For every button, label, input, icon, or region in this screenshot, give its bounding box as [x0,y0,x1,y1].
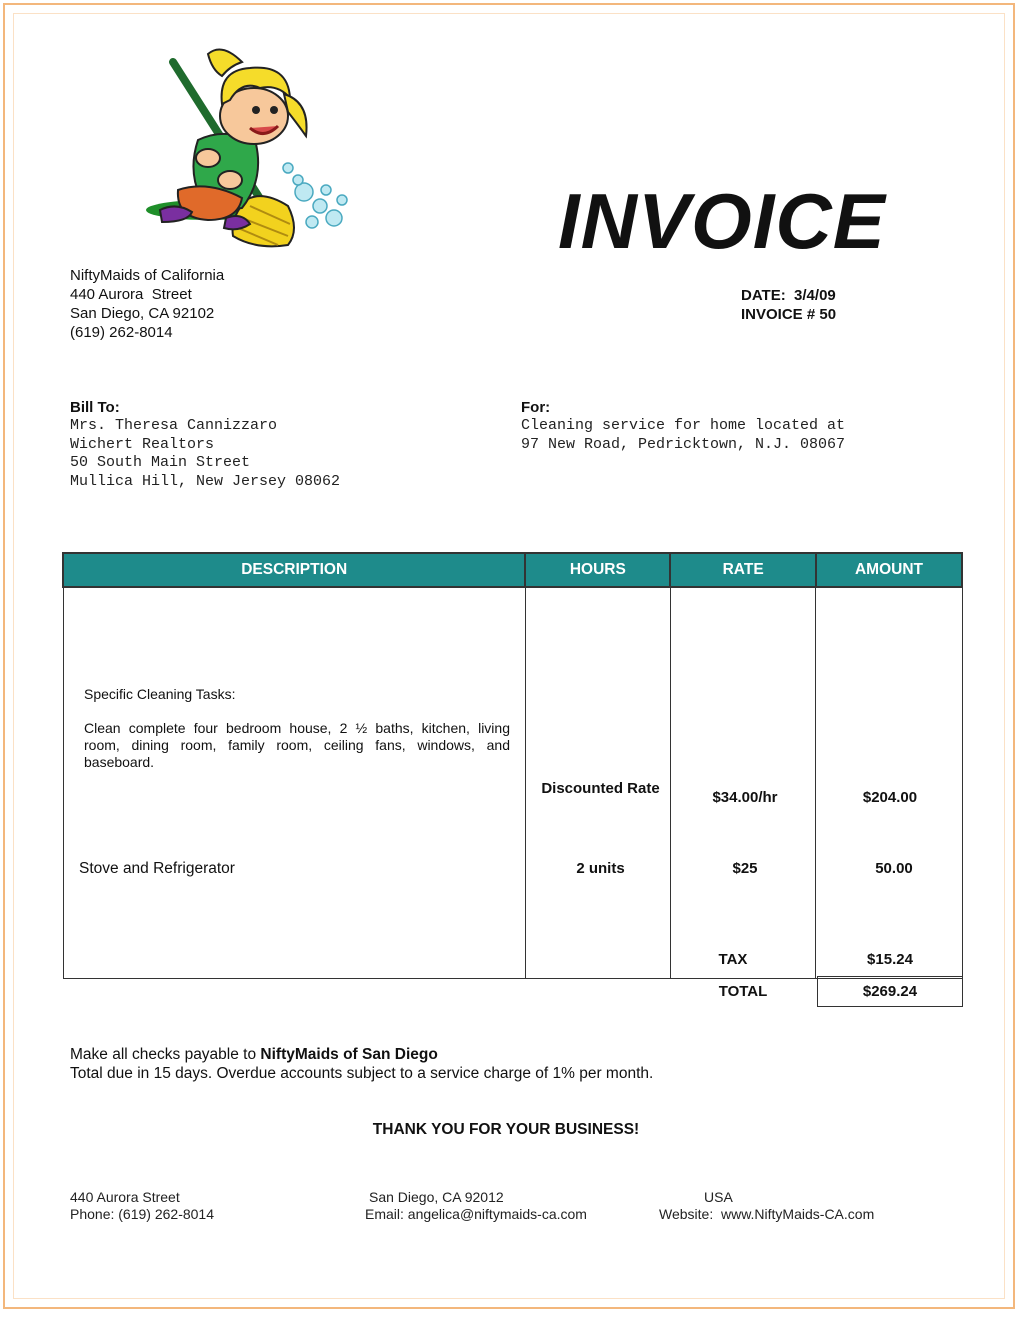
row2-amount: 50.00 [875,860,913,877]
rate-cell [670,587,816,979]
footer-contact [365,1189,587,1223]
invoice-date: DATE: 3/4/09 [741,287,836,304]
footer-website: Website: www.NiftyMaids-CA.com [659,1206,875,1222]
bill-to-line: Mullica Hill, New Jersey 08062 [70,472,341,490]
row1-amount: $204.00 [862,789,918,806]
company-name: NiftyMaids of California [70,267,225,284]
tasks-description: Clean complete four bedroom house, 2 ½ baths, kitchen, living room, dining room, family room, ceiling fans, windows, and baseboard. [84,720,510,770]
payable-line [70,1045,653,1064]
bill-to-block [70,398,340,491]
thank-you-message: THANK YOU FOR YOUR BUSINESS! [372,1121,640,1138]
header-amount: AMOUNT [816,553,962,587]
for-label: For: [521,399,551,416]
for-block [521,398,845,454]
footer-country: USA [704,1189,733,1205]
row2-hours: 2 units [576,860,625,877]
description-cell [63,587,525,979]
row2-description: Stove and Refrigerator [79,860,235,877]
footer-city: San Diego, CA 92012 [369,1189,504,1205]
table-header-row [63,553,962,587]
company-street: 440 Aurora Street [70,286,192,303]
table-body-row [63,587,962,979]
payment-terms [70,1045,653,1083]
total-label: TOTAL [718,983,768,1000]
row1-hours: Discounted Rate [541,780,660,797]
for-line: Cleaning service for home located at [521,417,846,434]
company-city: San Diego, CA 92102 [70,305,215,322]
company-address [70,266,224,342]
row2-rate: $25 [732,860,758,877]
footer-phone: Phone: (619) 262-8014 [70,1206,214,1222]
bill-to-line: Wichert Realtors [70,435,215,453]
footer-web [659,1189,874,1223]
bill-to-label: Bill To: [70,399,120,416]
tax-label: TAX [718,951,748,968]
amount-cell [816,587,962,979]
payable-prefix: Make all checks payable to [70,1046,261,1063]
row1-rate: $34.00/hr [712,789,778,806]
invoice-meta [741,286,836,324]
company-phone: (619) 262-8014 [70,324,173,341]
tasks-heading: Specific Cleaning Tasks: [84,686,236,702]
footer-email: Email: angelica@niftymaids-ca.com [365,1206,587,1222]
payable-name: NiftyMaids of San Diego [260,1046,438,1063]
for-line: 97 New Road, Pedricktown, N.J. 08067 [521,435,846,453]
maid-sweeping-logo-icon [138,40,354,255]
invoice-number: INVOICE # 50 [741,306,837,323]
total-value: $269.24 [862,983,918,1000]
bill-to-line: 50 South Main Street [70,454,251,472]
header-hours: HOURS [525,553,670,587]
footer-street: 440 Aurora Street [70,1189,180,1205]
terms-line: Total due in 15 days. Overdue accounts subject to a service charge of 1% per month. [70,1065,654,1082]
bill-to-line: Mrs. Theresa Cannizzaro [70,417,278,434]
header-description: DESCRIPTION [63,553,525,587]
header-rate: RATE [670,553,816,587]
footer-address [70,1189,214,1223]
document-title: INVOICE [558,177,886,265]
tax-value: $15.24 [867,951,913,968]
